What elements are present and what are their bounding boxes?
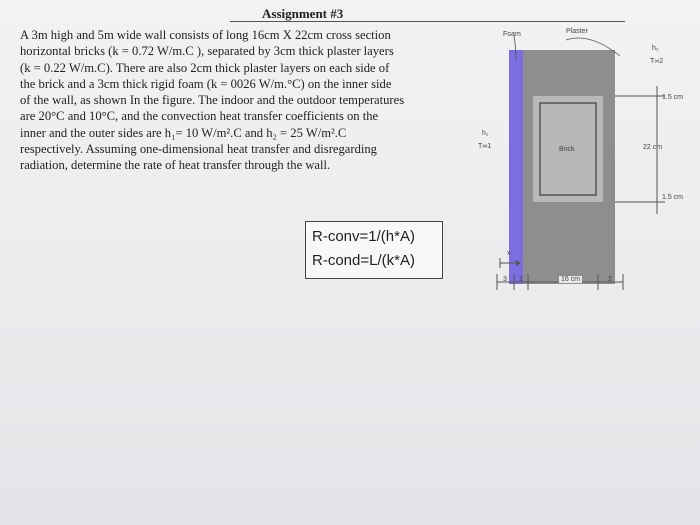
brick-label: Brick <box>559 146 575 153</box>
foam-layer <box>509 50 523 284</box>
problem-line: of the wall, as shown In the figure. The indoor and the outdoor temperatures <box>20 93 405 108</box>
t2-label: T∞2 <box>650 58 664 65</box>
h1-label: h₁ <box>482 130 489 137</box>
plaster-label: Plaster <box>566 28 588 35</box>
bottom-dim-label: 3 <box>503 276 507 283</box>
h2-label: h₂ <box>652 45 659 52</box>
outer-plaster-layer <box>603 50 615 284</box>
assignment-title: Assignment #3 <box>262 6 344 21</box>
problem-line: horizontal bricks (k = 0.72 W/m.C ), separated by 3cm thick plaster layers <box>20 44 394 59</box>
problem-line: radiation, determine the rate of heat transfer through the wall. <box>20 158 331 173</box>
t1-label: T∞1 <box>478 143 492 150</box>
dim-bottom-label: 1.5 cm <box>662 194 684 201</box>
problem-line: the brick and a 3cm thick rigid foam (k = 0026 W/m.°C) on the inner side <box>20 76 392 91</box>
dim-top-label: 1.5 cm <box>662 94 684 101</box>
plaster-band-top <box>533 50 603 96</box>
problem-line: (k = 0.22 W/m.C). There are also 2cm thick plaster layers on each side of <box>20 60 390 75</box>
problem-line: A 3m high and 5m wide wall consists of long 16cm X 22cm cross section <box>20 28 391 42</box>
bottom-dim-label: 16 cm <box>561 276 581 283</box>
problem-line: inner and the outer sides are h₁= 10 W/m².C and h₂ = 25 W/m².C <box>20 125 347 140</box>
x-axis-label: x <box>507 250 511 257</box>
r-conv-formula: R-conv=1/(h*A) <box>312 228 415 245</box>
dim-mid-label: 22 cm <box>643 144 663 151</box>
inner-plaster-layer <box>523 50 533 284</box>
bottom-dim-label: 2 <box>608 276 612 283</box>
bottom-dim-label: 2 <box>519 276 523 283</box>
plaster-band-bottom <box>533 202 603 284</box>
problem-line: respectively. Assuming one-dimensional heat transfer and disregarding <box>20 142 377 157</box>
problem-line: are 20°C and 10°C, and the convection heat transfer coefficients on the <box>20 109 379 124</box>
foam-label: Foam <box>503 31 521 38</box>
r-cond-formula: R-cond=L/(k*A) <box>312 252 415 269</box>
